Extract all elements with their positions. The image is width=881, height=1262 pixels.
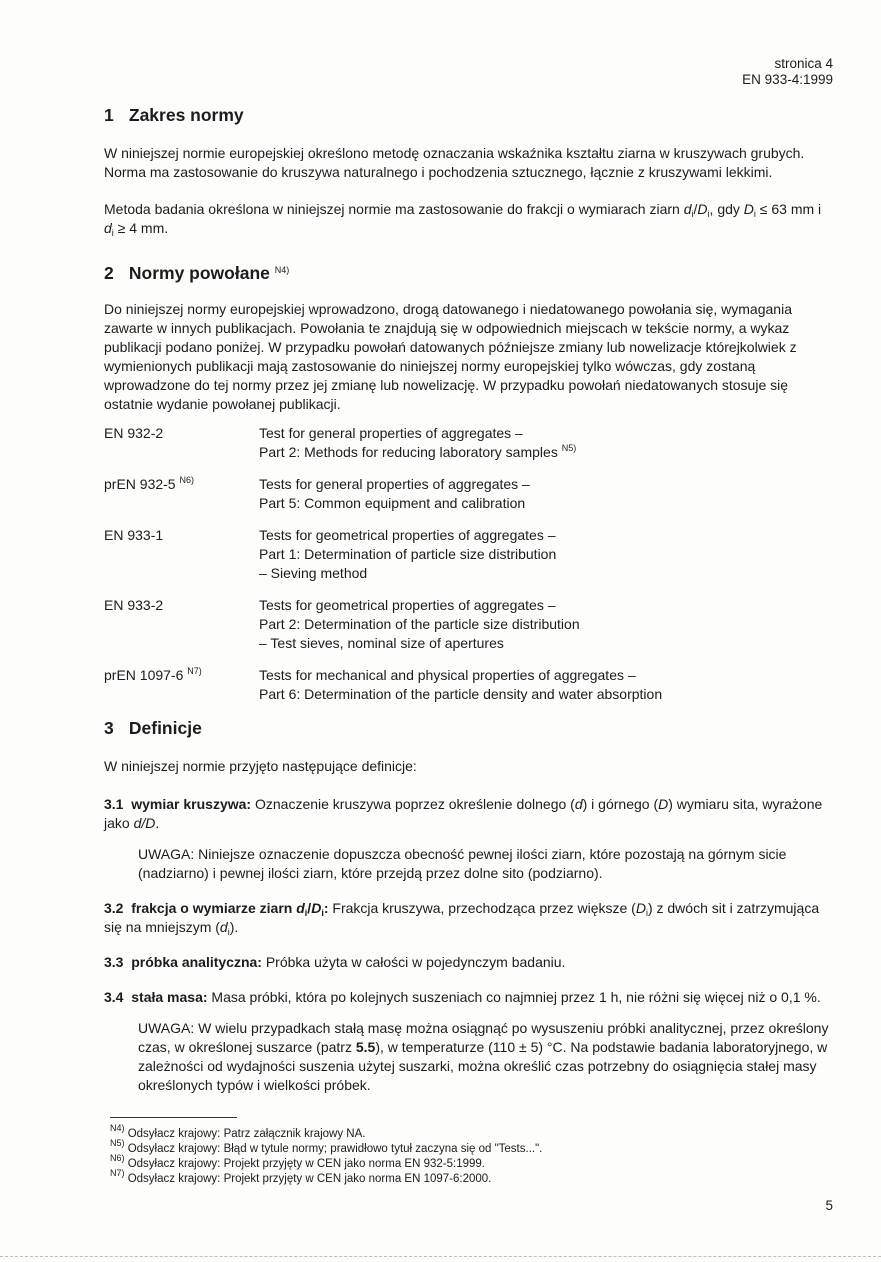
section-3-intro: W niniejszej normie przyjęto następujące definicje: — [104, 758, 417, 774]
footnote-ref-n4: N4) — [274, 265, 290, 275]
footnote: $^{N7)}$ Odsyłacz krajowy: Projekt przyjęty w CEN jako norma EN 1097-6:2000. — [110, 1168, 492, 1185]
definition-3-1: 3.1 wymiar kruszywa: Oznaczenie kruszywa poprzez określenie dolnego (d) i górnego (D) wymiaru sita, wyrażone jako d/D. — [104, 796, 823, 831]
section-1-paragraph-2: Metoda badania określona w niniejszej normie ma zastosowanie do frakcji o wymiarach ziarn $d_i/D_i$, gdy $D_i \le 63$ mm i $d_i \ge 4$ mm. — [104, 201, 822, 238]
reference-row — [104, 475, 832, 513]
section-3-heading: 3 Definicje — [104, 718, 202, 738]
footnote: $^{N6)}$ Odsyłacz krajowy: Projekt przyjęty w CEN jako norma EN 932-5:1999. — [110, 1153, 485, 1170]
reference-row — [104, 526, 832, 583]
reference-code: EN 933-2 — [104, 597, 164, 613]
footnote: $^{N4)}$ Odsyłacz krajowy: Patrz załącznik krajowy NA. — [110, 1123, 366, 1140]
section-1-paragraph-1: W niniejszej normie europejskiej określono metodę oznaczania wskaźnika kształtu ziarna w kruszywach grubych. Norma ma zastosowanie do kruszywa naturalnego i pochodzenia sztucznego, łącznie z kruszywami lekkimi. — [104, 145, 805, 180]
reference-code: prEN 1097-6 $^{N7)}$ — [104, 666, 202, 683]
normative-references-list — [104, 424, 832, 704]
page-label: stronica 4 — [774, 56, 833, 71]
page-header — [742, 56, 833, 88]
note-1: UWAGA: Niniejsze oznaczenie dopuszcza obecność pewnej ilości ziarn, które pozostają na górnym sicie (nadziarno) i pewnej ilości ziarn, które przejdą przez dolne sito (podziarno). — [138, 846, 787, 881]
reference-title: Tests for geometrical properties of aggregates – Part 2: Determination of the particle size distribution – Test sieves, nominal size of apertures — [259, 597, 580, 651]
reference-row — [104, 596, 832, 653]
reference-title: Tests for mechanical and physical properties of aggregates – Part 6: Determination of the particle density and water absorption — [259, 667, 663, 702]
definition-3-2: 3.2 frakcja o wymiarze ziarn $d_i/D_i$: Frakcja kruszywa, przechodząca przez większe $(D_i)$ z dwóch sit i zatrzymująca się na mniejszym $(d_i)$. — [104, 900, 820, 937]
page-number: 5 — [825, 1198, 833, 1213]
reference-code: prEN 932-5 $^{N6)}$ — [104, 475, 194, 492]
note-2: UWAGA: W wielu przypadkach stałą masę można osiągnąć po wysuszeniu próbki analitycznej, przez określony czas, w określonej suszarce (patrz 5.5), w temperaturze (110 ± 5) °C. Na podstawie badania laboratoryjnego, w zależności od wydajności suszenia użytej suszarki, można określić czas potrzebny do osiągnięcia stałej masy określonych typów i wielkości próbek. — [138, 1020, 829, 1093]
section-2-intro: Do niniejszej normy europejskiej wprowadzono, drogą datowanego i niedatowanego powołania się, wymagania zawarte w innych publikacjach. Powołania te znajdują się w odpowiednich miejscach w tekście normy, a wykaz publikacji podano poniżej. W przypadku powołań datowanych późniejsze zmiany lub nowelizacje którejkolwiek z wymienionych publikacji mają zastosowanie do niniejszej normy europejskiej tylko wówczas, gdy zostaną wprowadzone do tej normy przez jej zmianę lub nowelizację. W przypadku powołań niedatowanych stosuje się ostatnie wydanie powołanej publikacji. — [104, 301, 797, 412]
reference-row — [104, 424, 832, 462]
standard-id: EN 933-4:1999 — [742, 72, 833, 87]
main-content — [104, 104, 832, 1095]
reference-title: Test for general properties of aggregates – Part 2: Methods for reducing laboratory samples $^{N5)}$ — [259, 425, 577, 460]
footnotes — [110, 1123, 543, 1187]
footnote-ref: N6) — [179, 475, 194, 485]
footnote-divider — [110, 1117, 237, 1118]
reference-code: EN 932-2 — [104, 425, 164, 441]
reference-title: Tests for general properties of aggregates – Part 5: Common equipment and calibration — [259, 476, 530, 511]
scan-edge-line — [0, 1256, 881, 1257]
reference-code: EN 933-1 — [104, 527, 164, 543]
section-1-heading: 1 Zakres normy — [104, 105, 244, 125]
definition-3-3: 3.3 próbka analityczna: Próbka użyta w całości w pojedynczym badaniu. — [104, 954, 566, 970]
footnote: $^{N5)}$ Odsyłacz krajowy: Błąd w tytule normy; prawidłowo tytuł zaczyna się od "Tests...". — [110, 1138, 543, 1155]
definition-3-4: 3.4 stała masa: Masa próbki, która po kolejnych suszeniach co najmniej przez 1 h, nie różni się więcej niż o 0,1 %. — [104, 989, 821, 1005]
section-2-heading: 2 Normy powołane $^{N4)}$ — [104, 263, 290, 283]
reference-title: Tests for geometrical properties of aggregates – Part 1: Determination of particle size distribution – Sieving method — [259, 527, 557, 581]
reference-row — [104, 666, 832, 704]
footnote-ref: N7) — [187, 666, 202, 676]
footnote-ref: N5) — [561, 443, 577, 453]
